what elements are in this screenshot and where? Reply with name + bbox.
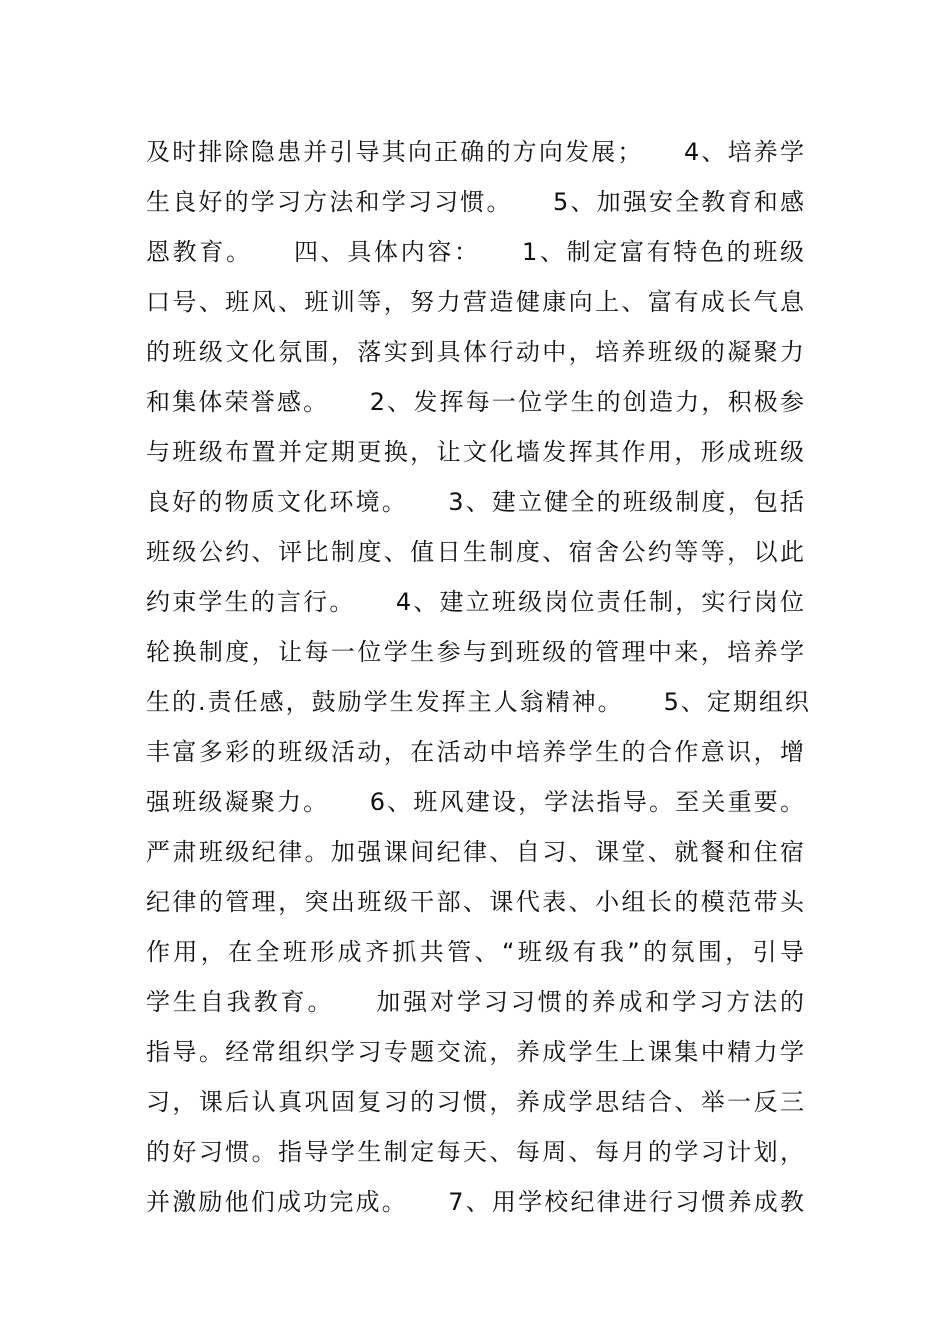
text-line: 学生自我教育。 加强对学习习惯的养成和学习方法的: [146, 988, 806, 1016]
text-line: 纪律的管理，突出班级干部、课代表、小组长的模范带头: [146, 888, 806, 916]
text-line: 良好的物质文化环境。 3、建立健全的班级制度，包括: [146, 488, 806, 516]
body-text: [146, 127, 811, 1227]
text-line: 轮换制度，让每一位学生参与到班级的管理中来，培养学: [146, 638, 806, 666]
text-line: 强班级凝聚力。 6、班风建设，学法指导。至关重要。: [146, 788, 806, 816]
text-line: 习，课后认真巩固复习的习惯，养成学思结合、举一反三: [146, 1088, 806, 1116]
text-line: 并激励他们成功完成。 7、用学校纪律进行习惯养成教: [146, 1188, 806, 1216]
text-line: 生的.责任感，鼓励学生发挥主人翁精神。 5、定期组织: [146, 688, 811, 716]
text-line: 作用，在全班形成齐抓共管、“班级有我”的氛围，引导: [146, 938, 806, 966]
text-line: 恩教育。 四、具体内容： 1、制定富有特色的班级: [146, 238, 806, 266]
text-line: 丰富多彩的班级活动，在活动中培养学生的合作意识，增: [146, 738, 806, 766]
text-line: 和集体荣誉感。 2、发挥每一位学生的创造力，积极参: [146, 388, 806, 416]
text-line: 班级公约、评比制度、值日生制度、宿舍公约等等，以此: [146, 538, 806, 566]
text-line: 口号、班风、班训等，努力营造健康向上、富有成长气息: [146, 288, 806, 316]
text-line: 严肃班级纪律。加强课间纪律、自习、课堂、就餐和住宿: [146, 838, 806, 866]
text-line: 指导。经常组织学习专题交流，养成学生上课集中精力学: [146, 1038, 806, 1066]
text-line: 的好习惯。指导学生制定每天、每周、每月的学习计划，: [146, 1138, 806, 1166]
text-line: 及时排除隐患并引导其向正确的方向发展； 4、培养学: [146, 138, 806, 166]
text-line: 的班级文化氛围，落实到具体行动中，培养班级的凝聚力: [146, 338, 806, 366]
text-line: 生良好的学习方法和学习习惯。 5、加强安全教育和感: [146, 188, 806, 216]
text-line: 约束学生的言行。 4、建立班级岗位责任制，实行岗位: [146, 588, 806, 616]
text-line: 与班级布置并定期更换，让文化墙发挥其作用，形成班级: [146, 438, 806, 466]
